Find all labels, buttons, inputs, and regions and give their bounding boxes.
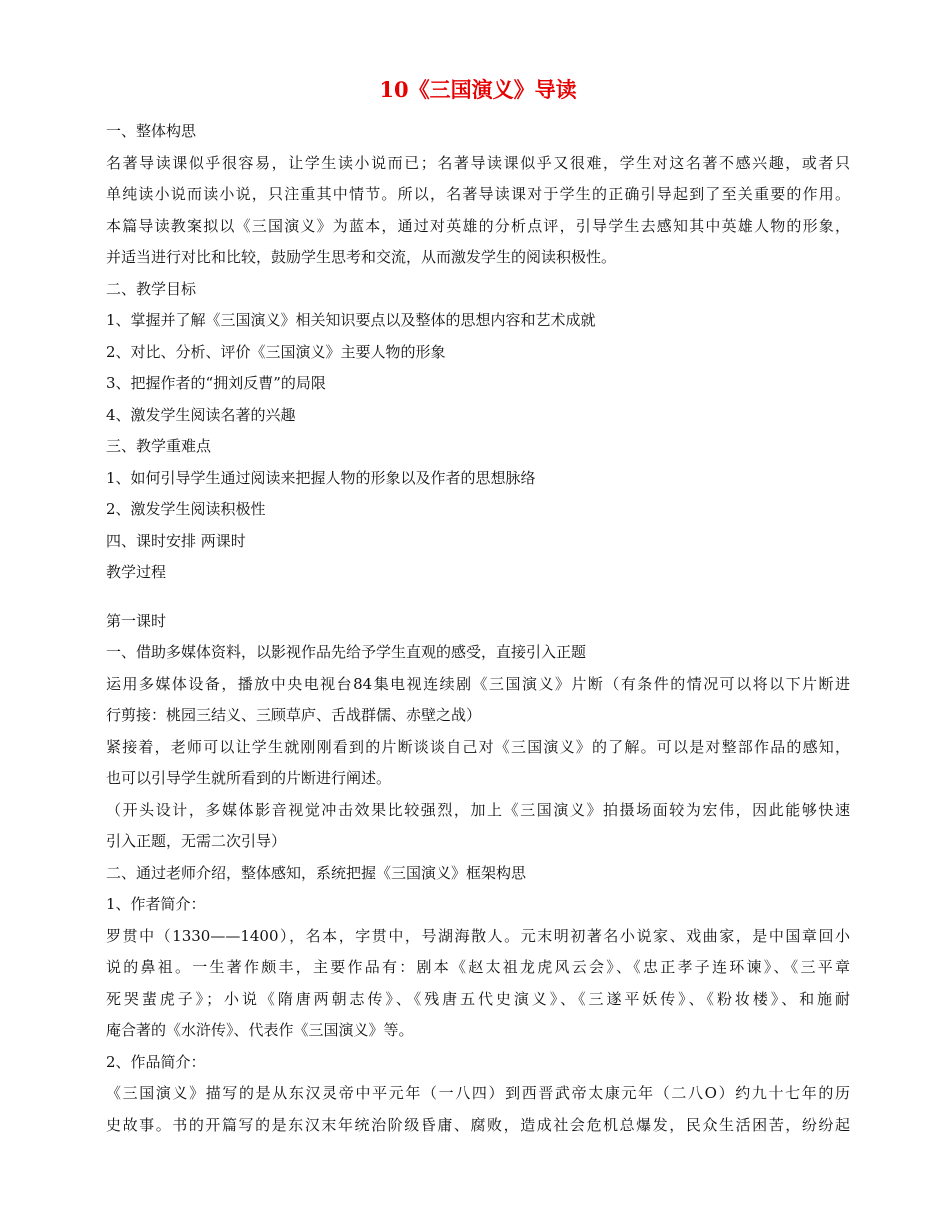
text-line: 1、如何引导学生通过阅读来把握人物的形象以及作者的思想脉络 [106, 468, 536, 487]
text-line: 1、掌握并了解《三国演义》相关知识要点以及整体的思想内容和艺术成就 [106, 311, 596, 329]
text-line: 2、对比、分析、评价《三国演义》主要人物的形象 [106, 342, 446, 361]
text-line: 引入正题，无需二次引导） [106, 832, 287, 850]
text-line: 也可以引导学生就所看到的片断进行阐述。 [106, 769, 392, 787]
text-line: 并适当进行对比和比较，鼓励学生思考和交流，从而激发学生的阅读积极性。 [106, 248, 617, 266]
text-line: 4、激发学生阅读名著的兴趣 [106, 405, 296, 424]
text-line: 3、把握作者的“拥刘反曹”的局限 [106, 374, 326, 392]
text-line: 第一课时 [106, 611, 167, 630]
text-line: 一、借助多媒体资料，以影视作品先给予学生直观的感受，直接引入正题 [106, 643, 587, 661]
text-line: 紧接着，老师可以让学生就刚刚看到的片断谈谈自己对《三国演义》的了解。可以是对整部作品的感知， [106, 737, 850, 756]
text-line: 本篇导读教案拟以《三国演义》为蓝本，通过对英雄的分析点评，引导学生去感知其中英雄人物的形象， [106, 216, 850, 235]
text-line: 死哭蜚虎子》；小说《隋唐两朝志传》、《残唐五代史演义》、《三遂平妖传》、《粉妆楼》、和施耐 [106, 989, 850, 1008]
text-line: 教学过程 [106, 563, 167, 581]
text-line: 说的鼻祖。一生著作颇丰，主要作品有：剧本《赵太祖龙虎风云会》、《忠正孝子连环谏》、《三平章 [106, 958, 850, 976]
text-line: 一、整体构思 [106, 122, 197, 140]
text-line: 行剪接：桃园三结义、三顾草庐、舌战群儒、赤壁之战） [106, 706, 482, 724]
paragraph-gap [106, 589, 850, 606]
text-line: （开头设计，多媒体影音视觉冲击效果比较强烈，加上《三国演义》拍摄场面较为宏伟，因此能够快速 [106, 800, 850, 819]
text-line: 史故事。书的开篇写的是东汉末年统治阶级昏庸、腐败，造成社会危机总爆发，民众生活困苦，纷纷起 [106, 1115, 850, 1134]
text-line: 名著导读课似乎很容易，让学生读小说而已；名著导读课似乎又很难，学生对这名著不感兴趣，或者只 [106, 153, 850, 172]
text-line: 1、作者简介： [106, 895, 206, 913]
text-line: 2、作品简介： [106, 1052, 206, 1071]
text-line: 2、激发学生阅读积极性 [106, 500, 266, 518]
document-body [106, 116, 850, 1141]
text-line: 四、课时安排 两课时 [106, 531, 246, 550]
document-title: 10《三国演义》导读 [379, 77, 577, 102]
text-line: 庵合著的《水浒传》、代表作《三国演义》等。 [106, 1021, 414, 1039]
text-line: 二、教学目标 [106, 279, 197, 298]
text-line: 《三国演义》描写的是从东汉灵帝中平元年（一八四）到西晋武帝太康元年（二八O）约九十七年的历 [106, 1084, 850, 1102]
text-line: 单纯读小说而读小说，只注重其中情节。所以，名著导读课对于学生的正确引导起到了至关重要的作用。 [106, 185, 850, 203]
text-line: 二、通过老师介绍，整体感知，系统把握《三国演义》框架构思 [106, 863, 527, 882]
document-page [106, 70, 850, 1141]
text-line: 罗贯中（1330——1400），名本，字贯中，号湖海散人。元末明初著名小说家、戏曲家，是中国章回小 [106, 926, 850, 945]
text-line: 运用多媒体设备，播放中央电视台84集电视连续剧《三国演义》片断（有条件的情况可以将以下片断进 [106, 674, 850, 693]
text-line: 三、教学重难点 [106, 437, 212, 455]
